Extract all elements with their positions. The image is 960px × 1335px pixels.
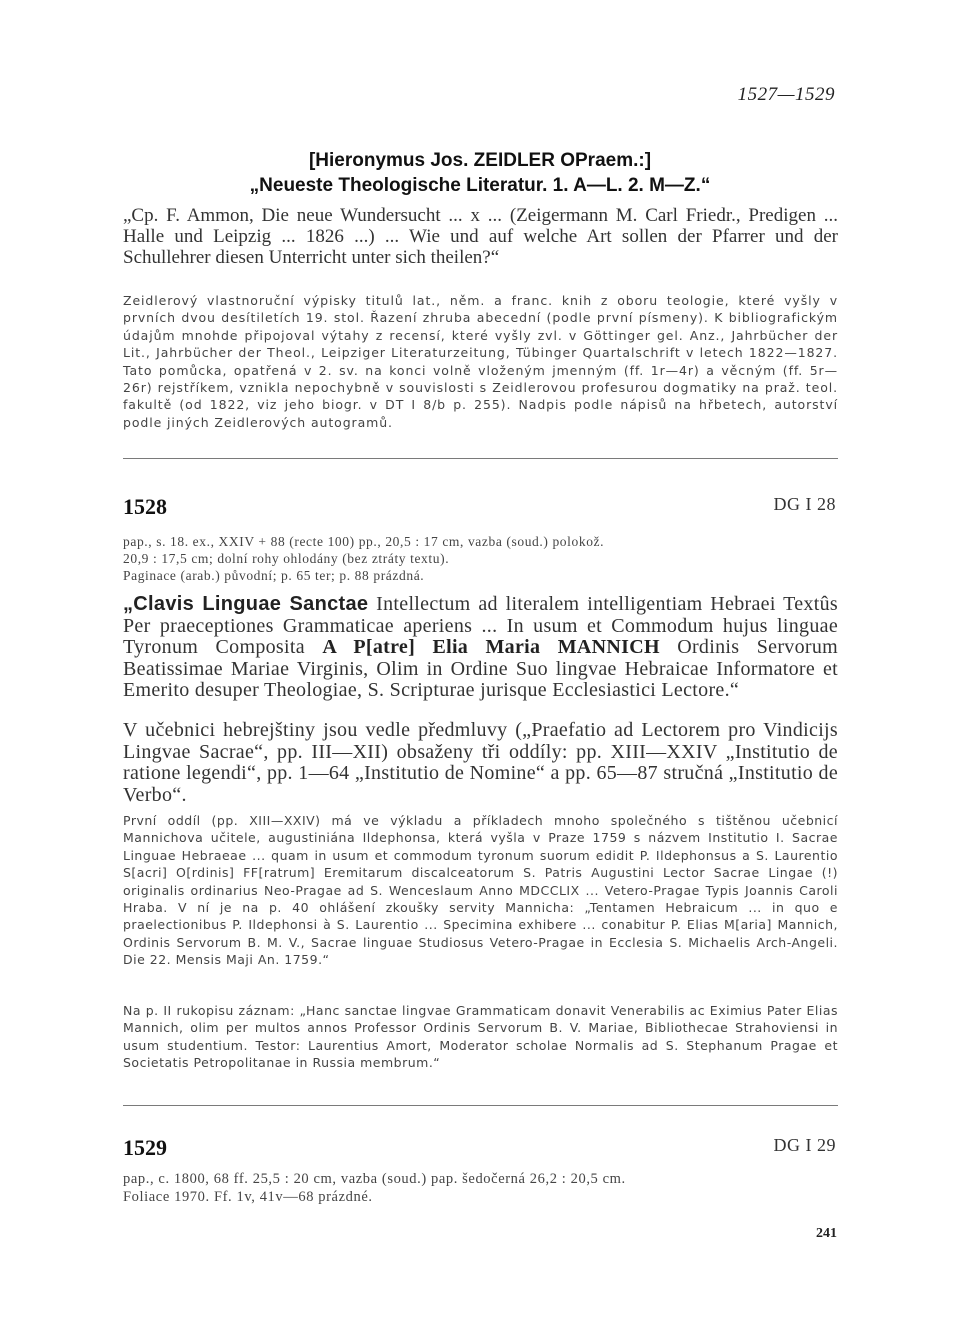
entry-1528-contents-note: V učebnici hebrejštiny jsou vedle předmluvy („Praefatio ad Lectorem pro Vindicijs Lingvae Sacrae“, pp. III—XII) obsaženy tři oddíly: pp. XIII—XXIV „Institutio de ratione legendi“, pp. 1—64 „Institutio de Nomine“ a pp. 65—87 stručná „Institutio de Verbo“. (123, 719, 838, 806)
entry-1528-title-bold-1: „Clavis Linguae Sanctae (123, 593, 369, 615)
entry-1529-shelfmark: DG I 29 (773, 1135, 836, 1155)
entry-1527-title-line1: [Hieronymus Jos. ZEIDLER OPraem.:] (308, 150, 652, 171)
running-head: 1527—1529 (737, 84, 835, 105)
entry-1528-shelfmark: DG I 28 (773, 494, 836, 514)
entry-1528-physical-line2: 20,9 : 17,5 cm; dolní rohy ohlodány (bez ztráty textu). (123, 551, 450, 566)
entry-1527-title-line2: „Neueste Theologische Literatur. 1. A—L. 2. M—Z.“ (249, 175, 711, 196)
entry-1527-description: Zeidlerový vlastnoruční výpisky titulů lat., něm. a franc. knih z oboru teologie, které vyšly v prvních dvou desítiletích 19. stol. Řazení zhruba abecední (podle první písmeny). K bibliografickým údajům mnohde připojoval výtahy z recensí, které vyšly zvl. v Göttinger gel. Anz., Jahrbücher der Lit., Jahrbücher der Theol., Leipziger Literaturzeitung, Tübinger Quartalschrift v letech 1822—1827. Tato pomůcka, opatřená v 2. sv. na konci volně vloženým jmenným (ff. 1r—4r) a věcným (ff. 5r—26r) rejstříkem, vznikla nepochybně v souvislosti s Zeidlerovou profesurou dogmatiky na praž. teol. fakultě (od 1822, viz jeho biogr. v DT I 8/b p. 255). Nadpis podle nápisů na hřbetech, autorství podle jiných Zeidlerových autogramů. (123, 293, 838, 430)
section-divider (123, 1105, 838, 1106)
entry-1528-title-text-2: Ordinis Servorum Beatissimae Mariae Virginis, Olim in Ordine Suo lingvae Hebraicae Informatore et Emerito desuper Theologiae, S. Scripturae jurisque Ecclesiastici Lectore.“ (123, 636, 838, 701)
section-divider (123, 458, 838, 459)
entry-1528-title-text-1: Intellectum ad literalem intelligentiam Hebraei Textûs Per praeceptiones Grammaticae aperiens ... In usum et Commodum hujus linguae Tyronum Composita (123, 593, 838, 658)
entry-1528-physical-line3: Paginace (arab.) původní; p. 65 ter; p. 88 prázdná. (123, 568, 425, 583)
entry-1528-description-2: Na p. II rukopisu záznam: „Hanc sanctae lingvae Grammaticam donavit Venerabilis ac Eximius Pater Elias Mannich, olim per multos annos Professor Ordinis Servorum B. V. Mariae, Bibliothecae Strahoviensi in usum studentium. Testor: Laurentius Amort, Moderator scholae Normalis ad S. Stephanum Pragae et Societatis Petropolitanae in Russia membrum.“ (123, 1003, 838, 1071)
entry-1528-title (123, 594, 838, 702)
entry-1529-number: 1529 (123, 1135, 167, 1160)
entry-1527-quoted-title: „Cp. F. Ammon, Die neue Wundersucht ... x ... (Zeigermann M. Carl Friedr., Predigen ... Halle und Leipzig ... 1826 ...) ... Wie und auf welche Art sollen der Pfarrer und der Schullehrer diesen Unterricht unter sich theilen?“ (123, 205, 838, 268)
entry-1528-description-1: První oddíl (pp. XIII—XXIV) má ve výkladu a příkladech mnoho společného s tištěnou učebnicí Mannichova učitele, augustiniána Ildephonsa, která vyšla v Praze 1759 s názvem Institutio I. Sacrae Linguae Hebraeae ... quam in usum et commodum tyronum suorum edidit P. Ildephonsus a S. Laurentio S[acri] O[rdinis] FF[ratrum] Eremitarum discalceatorum S. Patris Augustini Lector Sacrae Lingae (!) originalis ordinarius Neo-Pragae ad S. Wenceslaum Anno MDCCLIX ... Vetero-Pragae Typis Joannis Caroli Hraba. V ní je na p. 40 ohlášení zkoušky servity Mannicha: „Tentamen Hebraicum ... in quo e praelectionibus P. Ildephonsi à S. Laurentio ... Specimina exhibere ... conabitur P. Elias M[aria] Mannich, Ordinis Servorum B. M. V., Sacrae linguae Studiosus Vetero-Pragae in Ecclesia S. Michaelis Arch-Angeli. Die 22. Mensis Maji An. 1759.“ (123, 813, 838, 968)
entry-1529-physical-description (123, 1170, 838, 1206)
entry-1528-physical-line1: pap., s. 18. ex., XXIV + 88 (recte 100) pp., 20,5 : 17 cm, vazba (soud.) polokož. (123, 534, 605, 549)
entry-1528-physical-description (123, 533, 838, 584)
entry-1529-physical-line1: pap., c. 1800, 68 ff. 25,5 : 20 cm, vazba (soud.) pap. šedočerná 26,2 : 20,5 cm. (123, 1171, 626, 1187)
page-number: 241 (816, 1226, 837, 1241)
entry-1529-physical-line2: Foliace 1970. Ff. 1v, 41v—68 prázdné. (123, 1189, 373, 1205)
entry-1528-author: A P[atre] Elia Maria MANNICH (322, 636, 660, 658)
entry-1528-number: 1528 (123, 494, 167, 519)
